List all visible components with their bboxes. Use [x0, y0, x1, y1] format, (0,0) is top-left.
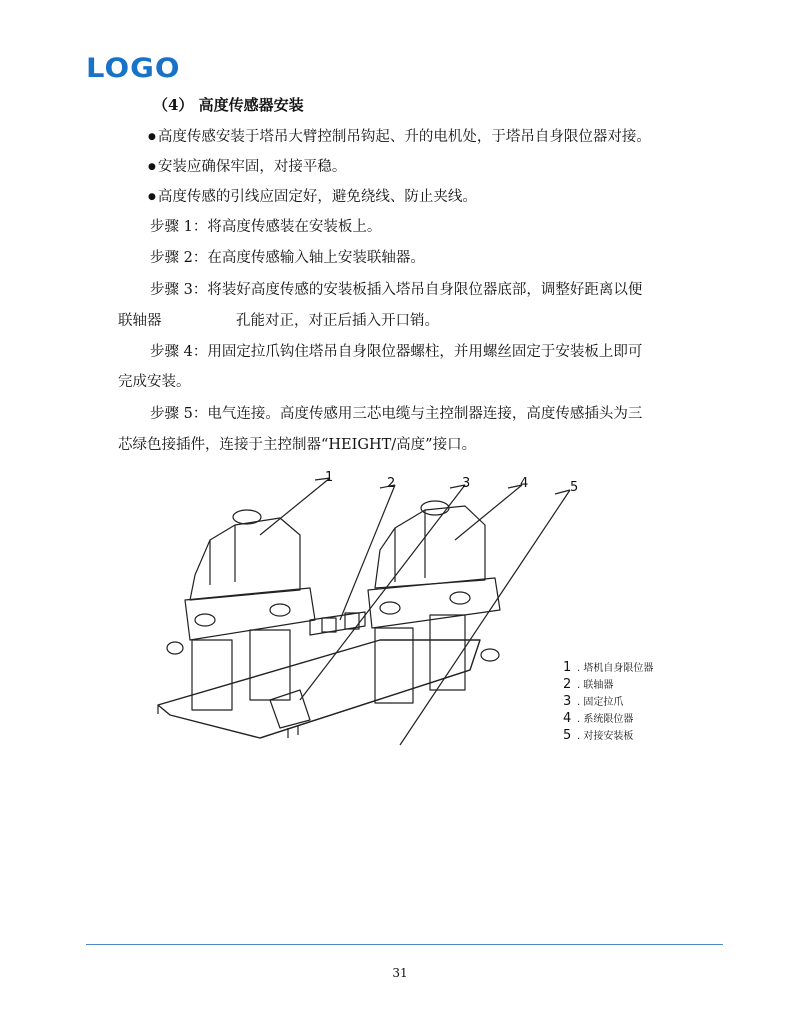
legend-num: 3 — [563, 694, 572, 709]
callout-5: 5 — [570, 480, 579, 495]
bullet-1: ● 高度传感安装于塔吊大臂控制吊钩起、升的电机处，于塔吊自身限位器对接。 — [148, 127, 651, 149]
step-5-line-1: 步骤 5：电气连接。高度传感用三芯电缆与主控制器连接，高度传感插头为三 — [150, 406, 643, 422]
callout-4: 4 — [520, 476, 529, 491]
legend-item: 5 . 对接安装板 — [563, 728, 634, 743]
legend-label: 固定拉爪 — [583, 697, 624, 708]
step-4-line-2: 完成安装。 — [118, 374, 191, 390]
legend-num: 2 — [563, 677, 572, 692]
step-2: 步骤 2：在高度传感输入轴上安装联轴器。 — [150, 250, 425, 266]
logo: LOGO — [86, 52, 181, 84]
legend-label: 系统限位器 — [583, 714, 634, 725]
legend-label: 联轴器 — [583, 680, 614, 691]
legend-label: 塔机自身限位器 — [583, 663, 654, 674]
legend-num: 4 — [563, 711, 572, 726]
step-4-line-1: 步骤 4：用固定拉爪钩住塔吊自身限位器螺柱，并用螺丝固定于安装板上即可 — [150, 344, 643, 360]
section-heading: （4） 高度传感器安装 — [153, 96, 304, 114]
footer-rule — [86, 944, 723, 945]
callout-3: 3 — [462, 476, 471, 491]
legend-item: 3 . 固定拉爪 — [563, 694, 624, 709]
legend-item: 4 . 系统限位器 — [563, 711, 634, 726]
step-1: 步骤 1：将高度传感装在安装板上。 — [150, 219, 382, 235]
bullet-3: ● 高度传感的引线应固定好，避免绕线、防止夹线。 — [148, 187, 477, 209]
figure-legend — [563, 660, 653, 745]
legend-label: 对接安装板 — [583, 731, 634, 742]
legend-item: 1 . 塔机自身限位器 — [563, 660, 654, 675]
legend-num: 5 — [563, 728, 572, 743]
legend-item: 2 . 联轴器 — [563, 677, 614, 692]
callout-1: 1 — [325, 470, 334, 485]
step-3-line-2b: 孔能对正，对正后插入开口销。 — [236, 313, 439, 329]
step-5-line-2: 芯绿色接插件，连接于主控制器“HEIGHT/高度”接口。 — [118, 437, 477, 453]
callout-2: 2 — [387, 476, 396, 491]
step-3-line-1: 步骤 3：将装好高度传感的安装板插入塔吊自身限位器底部，调整好距离以便 — [150, 282, 643, 298]
page-number: 31 — [392, 966, 408, 980]
step-3-line-2a: 联轴器 — [118, 313, 162, 329]
bullet-2: ● 安装应确保牢固，对接平稳。 — [148, 157, 346, 179]
legend-num: 1 — [563, 660, 572, 675]
